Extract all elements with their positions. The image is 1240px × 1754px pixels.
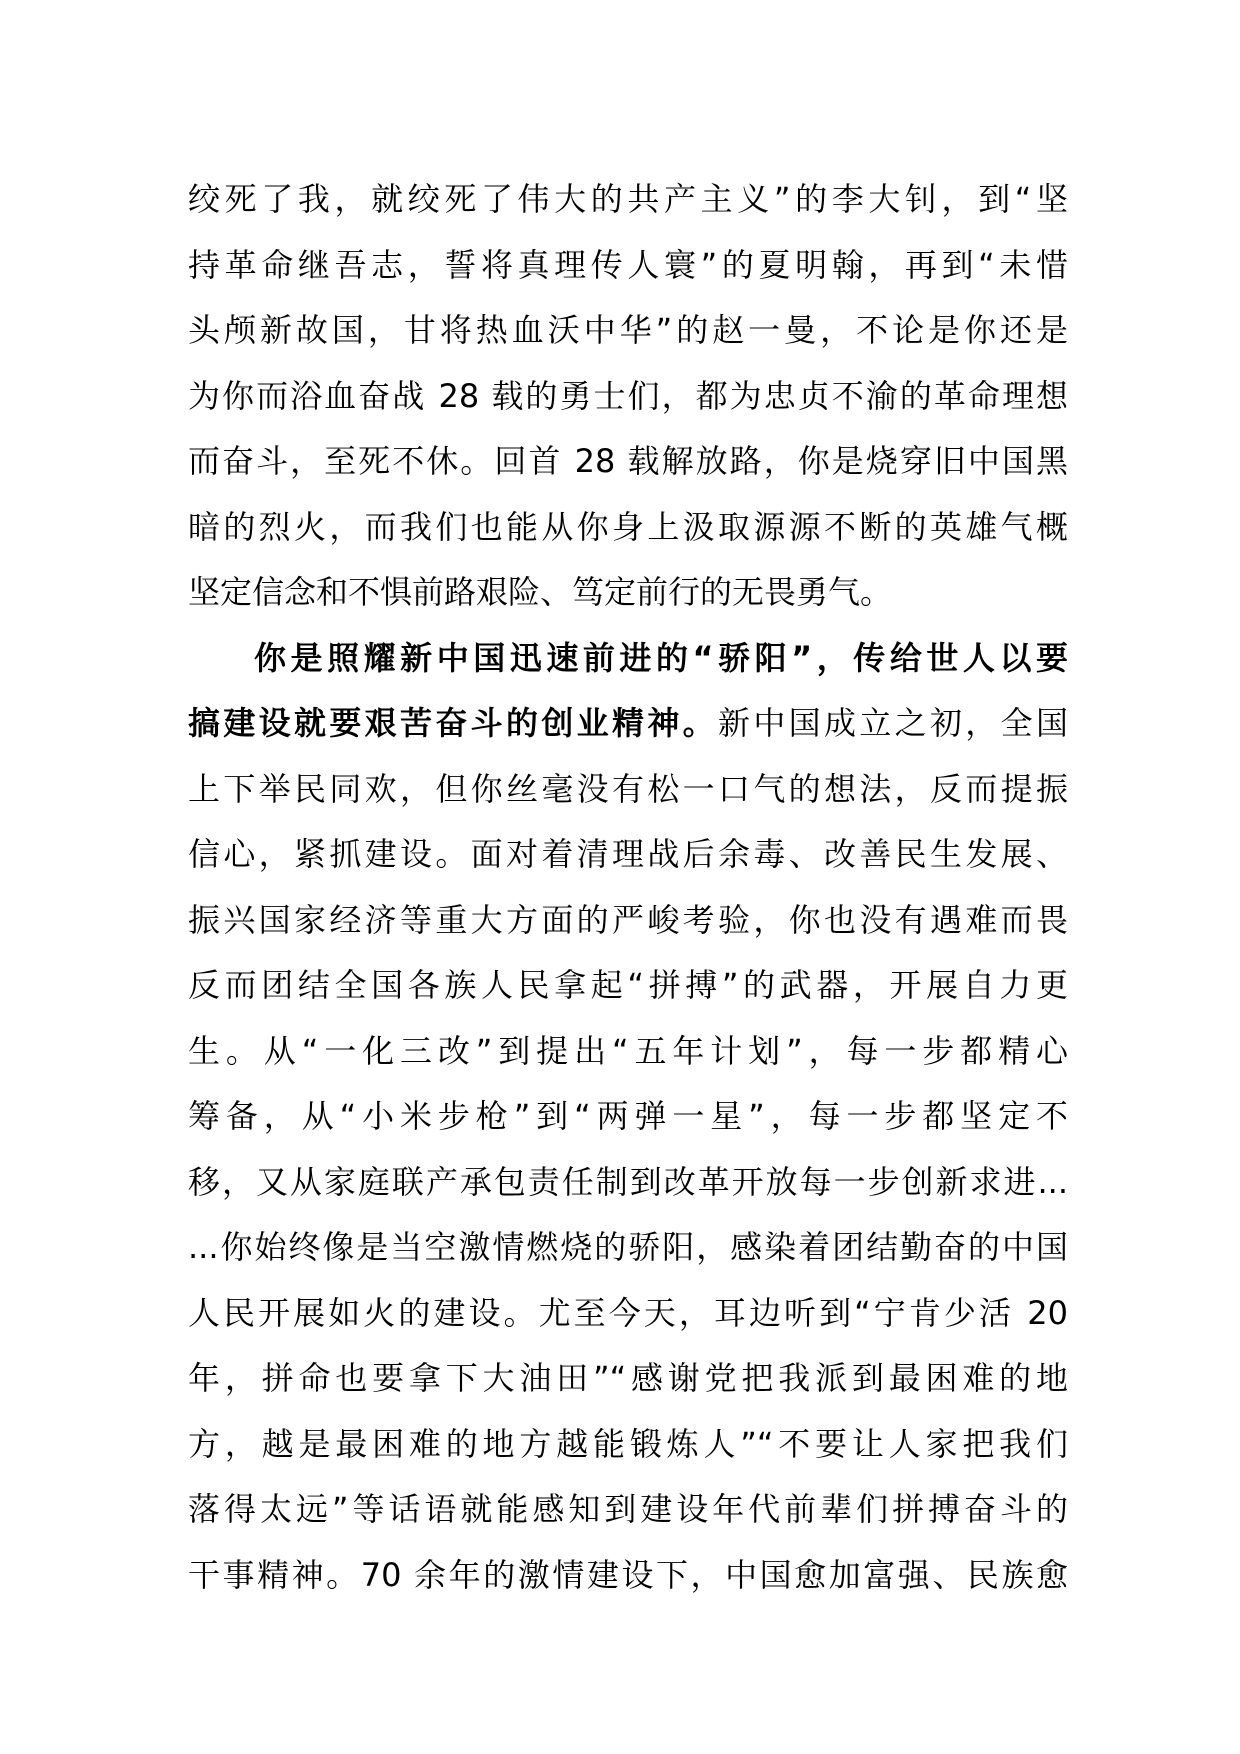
text-segment: 年，拼命也要拿下大油田”“感谢党把我派到最困难的地 xyxy=(188,1359,1068,1397)
text-line xyxy=(188,167,1068,233)
text-segment: 绞死了我，就绞死了伟大的共产主义”的李大钊，到“坚 xyxy=(188,180,1068,218)
text-segment: 方，越是最困难的地方越能锻炼人”“不要让人家把我们 xyxy=(188,1424,1068,1463)
text-line xyxy=(188,1281,1068,1347)
text-segment: 新中国成立之初，全国 xyxy=(717,704,1068,742)
bold-heading-segment: 你是照耀新中国迅速前进的“骄阳”，传给世人以要 xyxy=(254,638,1068,677)
text-line xyxy=(188,822,1068,888)
text-line xyxy=(188,1346,1068,1412)
text-line xyxy=(188,626,1068,692)
text-segment: 振兴国家经济等重大方面的严峻考验，你也没有遇难而畏 xyxy=(188,900,1068,939)
text-segment: 移，又从家庭联产承包责任制到改革开放每一步创新求进... xyxy=(188,1162,1068,1201)
text-line xyxy=(188,888,1068,954)
text-line xyxy=(188,1477,1068,1543)
text-segment: 生。从“一化三改”到提出“五年计划”，每一步都精心 xyxy=(188,1031,1068,1070)
text-segment: ...你始终像是当空激情燃烧的骄阳，感染着团结勤奋的中国 xyxy=(188,1228,1068,1266)
text-segment: 持革命继吾志，誓将真理传人寰”的夏明翰，再到“未惜 xyxy=(188,245,1068,284)
text-segment: 坚定信念和不惧前路艰险、笃定前行的无畏勇气。 xyxy=(188,573,893,611)
text-segment: 干事精神。70 余年的激情建设下，中国愈加富强、民族愈 xyxy=(188,1555,1068,1594)
text-line xyxy=(188,298,1068,364)
text-line xyxy=(188,1019,1068,1085)
text-segment: 信心，紧抓建设。面对着清理战后余毒、改善民生发展、 xyxy=(188,835,1068,873)
text-line xyxy=(188,1412,1068,1478)
text-line xyxy=(188,1150,1068,1216)
text-line xyxy=(188,560,1068,626)
text-segment: 反而团结全国各族人民拿起“拼搏”的武器，开展自力更 xyxy=(188,966,1068,1004)
text-segment: 为你而浴血奋战 28 载的勇士们，都为忠贞不渝的革命理想 xyxy=(188,376,1068,415)
text-line xyxy=(188,495,1068,561)
text-segment: 上下举民同欢，但你丝毫没有松一口气的想法，反而提振 xyxy=(188,769,1068,808)
text-segment: 落得太远”等话语就能感知到建设年代前辈们拼搏奋斗的 xyxy=(188,1490,1068,1528)
text-line xyxy=(188,233,1068,299)
bold-heading-segment: 搞建设就要艰苦奋斗的创业精神。 xyxy=(188,704,718,742)
text-line xyxy=(188,757,1068,823)
text-line xyxy=(188,953,1068,1019)
text-line xyxy=(188,1084,1068,1150)
text-segment: 头颅新故国，甘将热血沃中华”的赵一曼，不论是你还是 xyxy=(188,311,1068,349)
text-segment: 人民开展如火的建设。尤至今天，耳边听到“宁肯少活 20 xyxy=(188,1293,1068,1332)
text-line xyxy=(188,429,1068,495)
body-text xyxy=(188,167,1068,1608)
text-line xyxy=(188,364,1068,430)
text-line xyxy=(188,691,1068,757)
text-segment: 筹备，从“小米步枪”到“两弹一星”，每一步都坚定不 xyxy=(188,1097,1068,1135)
text-line xyxy=(188,1543,1068,1609)
text-segment: 暗的烈火，而我们也能从你身上汲取源源不断的英雄气概 xyxy=(188,507,1068,546)
text-segment: 而奋斗，至死不休。回首 28 载解放路，你是烧穿旧中国黑 xyxy=(188,442,1068,480)
text-line xyxy=(188,1215,1068,1281)
